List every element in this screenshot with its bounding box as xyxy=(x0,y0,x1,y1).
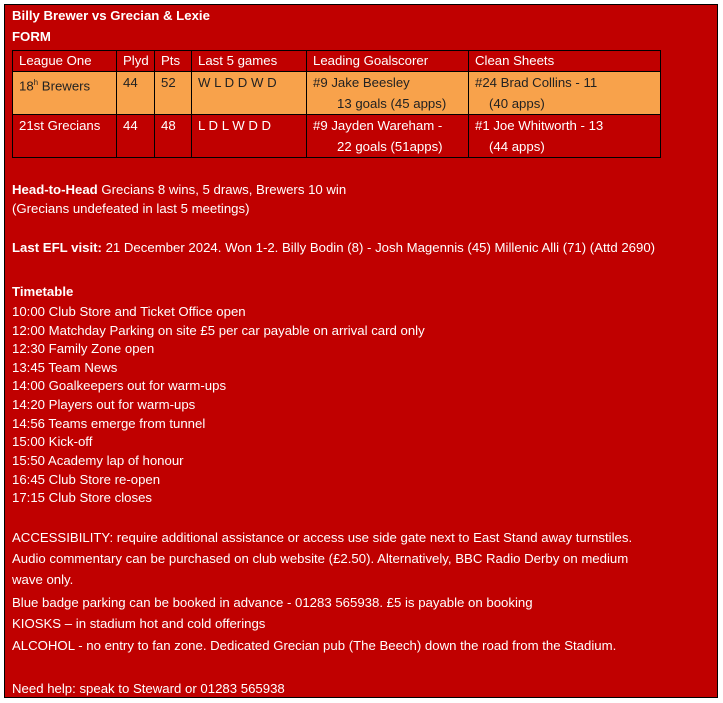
header-league: League One xyxy=(13,51,117,72)
table-row-grecians xyxy=(13,115,661,158)
timetable-item: 12:30 Family Zone open xyxy=(12,341,155,356)
brewers-team-name: Brewers xyxy=(38,78,91,94)
header-last5: Last 5 games xyxy=(192,51,307,72)
sheet-title: Billy Brewer vs Grecian & Lexie xyxy=(12,8,210,23)
blue-badge-info: Blue badge parking can be booked in advance - 01283 565938. £5 is payable on booking xyxy=(12,595,533,610)
header-played: Plyd xyxy=(117,51,155,72)
last-visit-text: 21 December 2024. Won 1-2. Billy Bodin (8) - Josh Magennis (45) Millenic Alli (71) (Attd 2690) xyxy=(101,240,656,255)
alcohol-info: ALCOHOL - no entry to fan zone. Dedicated Grecian pub (The Beech) down the road from the Stadium. xyxy=(12,638,617,653)
header-points: Pts xyxy=(155,51,192,72)
table-row-brewers xyxy=(13,72,661,115)
matchday-info-sheet xyxy=(4,4,718,698)
brewers-last5: W L D D W D xyxy=(192,72,307,115)
brewers-position-number: 18 xyxy=(19,78,34,94)
grecians-scorer xyxy=(307,115,469,158)
grecians-points: 48 xyxy=(155,115,192,158)
audio-commentary-info: Audio commentary can be purchased on club website (£2.50). Alternatively, BBC Radio Derby on medium xyxy=(12,551,629,566)
h2h-text: Grecians 8 wins, 5 draws, Brewers 10 win xyxy=(97,182,347,197)
grecians-last5: L D L W D D xyxy=(192,115,307,158)
table-header-row xyxy=(13,51,661,72)
brewers-scorer xyxy=(307,72,469,115)
timetable-item: 15:50 Academy lap of honour xyxy=(12,453,184,468)
last-efl-visit xyxy=(12,239,655,256)
timetable-item: 12:00 Matchday Parking on site £5 per car payable on arrival card only xyxy=(12,323,425,338)
head-to-head xyxy=(12,181,346,198)
h2h-note: (Grecians undefeated in last 5 meetings) xyxy=(12,201,250,216)
timetable-item: 14:00 Goalkeepers out for warm-ups xyxy=(12,378,227,393)
grecians-position: 21st Grecians xyxy=(13,115,117,158)
header-clean-sheets: Clean Sheets xyxy=(469,51,661,72)
grecians-played: 44 xyxy=(117,115,155,158)
form-table xyxy=(12,50,661,158)
timetable-item: 14:20 Players out for warm-ups xyxy=(12,397,196,412)
grecians-clean-sheets xyxy=(469,115,661,158)
kiosks-info: KIOSKS – in stadium hot and cold offerings xyxy=(12,616,266,631)
help-contact: Need help: speak to Steward or 01283 565938 xyxy=(12,681,285,696)
timetable-item: 10:00 Club Store and Ticket Office open xyxy=(12,304,246,319)
brewers-scorer-goals: 13 goals (45 apps) xyxy=(337,96,447,111)
header-scorer: Leading Goalscorer xyxy=(307,51,469,72)
brewers-keeper-apps: (40 apps) xyxy=(489,96,545,111)
form-heading: FORM xyxy=(12,29,51,44)
grecians-scorer-goals: 22 goals (51apps) xyxy=(337,139,443,154)
timetable-item: 13:45 Team News xyxy=(12,360,118,375)
timetable-item: 17:15 Club Store closes xyxy=(12,490,153,505)
brewers-keeper-name: #24 Brad Collins - 11 xyxy=(475,75,598,90)
h2h-label: Head-to-Head xyxy=(12,182,98,197)
brewers-position xyxy=(13,72,117,115)
grecians-keeper-apps: (44 apps) xyxy=(489,139,545,154)
brewers-points: 52 xyxy=(155,72,192,115)
timetable-item: 16:45 Club Store re-open xyxy=(12,472,161,487)
timetable-item: 14:56 Teams emerge from tunnel xyxy=(12,416,206,431)
brewers-played: 44 xyxy=(117,72,155,115)
timetable-heading: Timetable xyxy=(12,284,74,299)
grecians-scorer-name: #9 Jayden Wareham - xyxy=(313,118,443,133)
last-visit-label: Last EFL visit: xyxy=(12,240,102,255)
accessibility-info: ACCESSIBILITY: require additional assistance or access use side gate next to East Stand away turnstiles. xyxy=(12,530,633,545)
brewers-scorer-name: #9 Jake Beesley xyxy=(313,75,410,90)
grecians-keeper-name: #1 Joe Whitworth - 13 xyxy=(475,118,604,133)
brewers-position-suffix: h xyxy=(33,78,39,87)
audio-commentary-info-cont: wave only. xyxy=(12,572,74,587)
brewers-clean-sheets xyxy=(469,72,661,115)
timetable-item: 15:00 Kick-off xyxy=(12,434,93,449)
